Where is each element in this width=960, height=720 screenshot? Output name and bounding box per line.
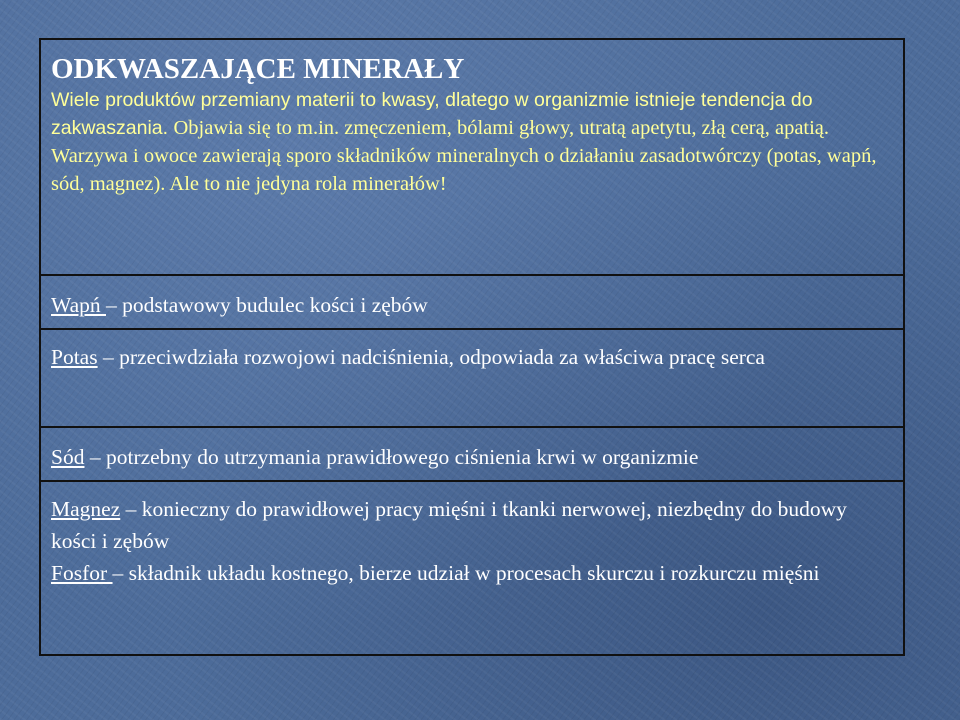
mineral-text-potas (51, 341, 893, 373)
mineral-desc-fosfor: – składnik układu kostnego, bierze udział w procesach skurczu i rozkurczu mięśni (112, 561, 820, 585)
mineral-desc-sod: – potrzebny do utrzymania prawidłowego ciśnienia krwi w organizmie (84, 445, 699, 469)
intro-cell (41, 40, 903, 274)
mineral-name-wapn: Wapń (51, 293, 106, 317)
mineral-name-fosfor: Fosfor (51, 561, 113, 585)
mineral-name-potas: Potas (51, 345, 98, 369)
slide-title: ODKWASZAJĄCE MINERAŁY (51, 53, 465, 85)
mineral-row-wapn (41, 274, 903, 328)
mineral-desc-magnez: – konieczny do prawidłowej pracy mięśni i tkanki nerwowej, niezbędny do budowy kości i zębów (51, 497, 847, 553)
mineral-name-sod: Sód (51, 445, 85, 469)
mineral-row-potas (41, 328, 903, 426)
mineral-row-magnez-fosfor (41, 480, 903, 656)
intro-paragraph (51, 86, 893, 198)
intro-text-part1: Wiele produktów przemiany materii to kwasy, dlatego w organizmie istnieje tendencja do zakwaszania. (51, 89, 813, 139)
intro-text-part2: Objawia się to m.in. zmęczeniem, bólami głowy, utratą apetytu, złą cerą, apatią. Warzywa i owoce zawierają sporo składników mineralnych o działaniu zasadotwórczy (potas, wapń, sód, magnez). Ale to nie jedyna rola minerałów! (51, 117, 877, 195)
mineral-desc-potas: – przeciwdziała rozwojowi nadciśnienia, odpowiada za właściwa pracę serca (97, 345, 765, 369)
mineral-text-magnez (51, 493, 893, 557)
mineral-text-fosfor (51, 557, 893, 589)
mineral-text-sod (51, 441, 893, 473)
mineral-row-sod (41, 426, 903, 480)
mineral-name-magnez: Magnez (51, 497, 121, 521)
content-table (39, 38, 905, 656)
mineral-desc-wapn: – podstawowy budulec kości i zębów (106, 293, 428, 317)
mineral-text-wapn (51, 289, 893, 321)
